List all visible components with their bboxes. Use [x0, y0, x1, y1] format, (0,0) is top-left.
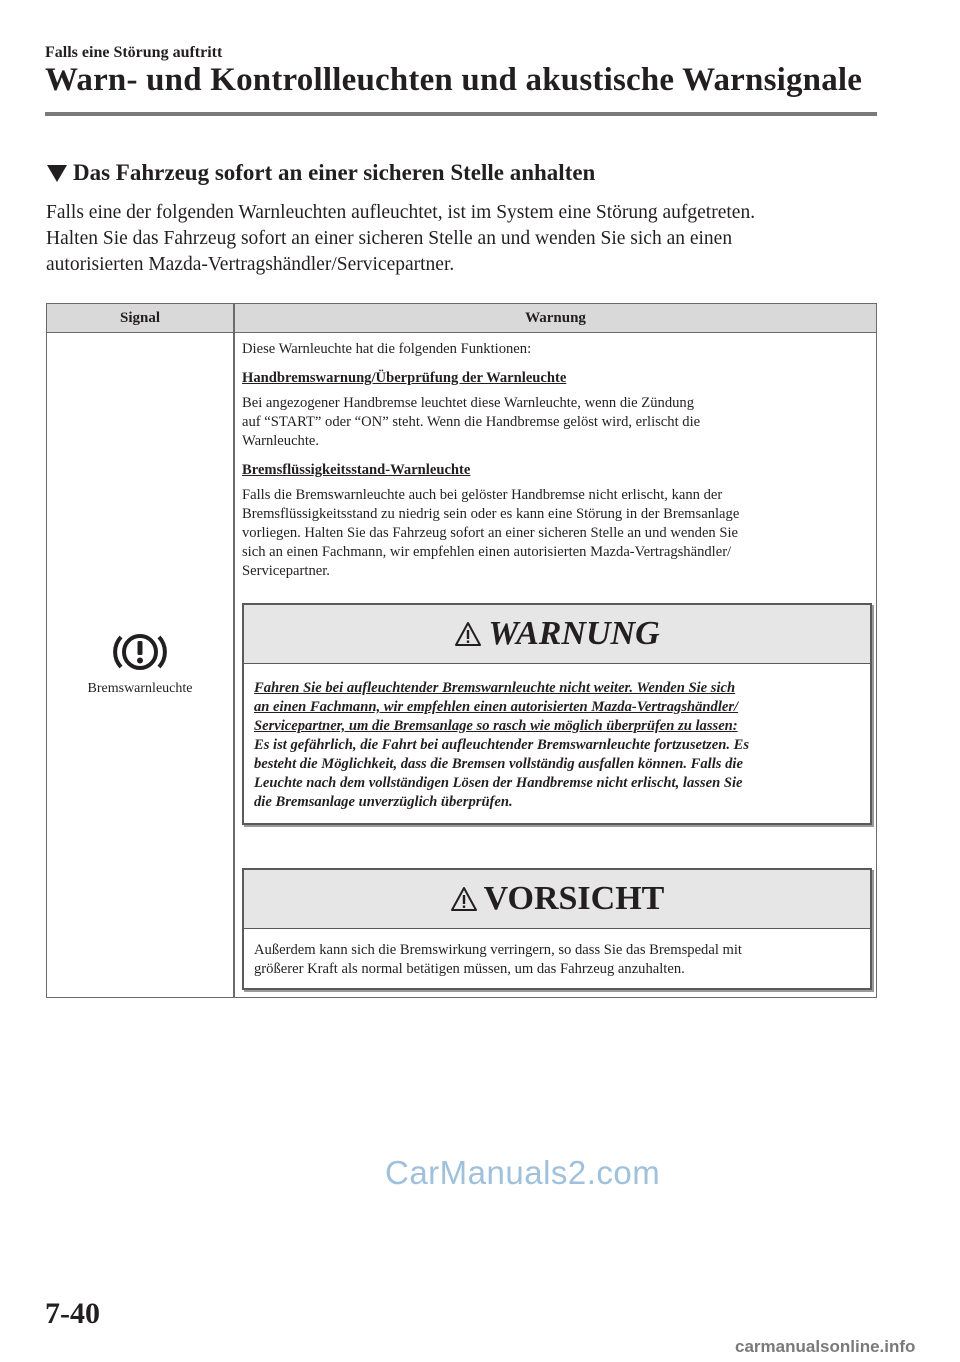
warning-line: besteht die Möglichkeit, dass die Bremsen vollständig ausfallen können. Falls die	[254, 756, 743, 772]
header-divider	[45, 112, 877, 116]
text-line: Bremsflüssigkeitsstand zu niedrig sein oder es kann eine Störung in der Bremsanlage	[242, 506, 740, 522]
warning-box-body	[244, 664, 870, 812]
column-header-signal: Signal	[119, 310, 161, 326]
caution-box-body	[244, 929, 870, 979]
text-line: Bei angezogener Handbremse leuchtet diese Warnleuchte, wenn die Zündung	[242, 395, 695, 411]
caution-line: Außerdem kann sich die Bremswirkung verringern, so dass Sie das Bremspedal mit	[254, 942, 742, 958]
warning-box-header	[244, 605, 870, 664]
text-line: auf “START” oder “ON” steht. Wenn die Handbremse gelöst wird, erlischt die	[242, 414, 701, 430]
warning-light-table	[46, 303, 877, 998]
warning-line: Leuchte nach dem vollständigen Lösen der Handbremse nicht erlischt, lassen Sie	[254, 775, 743, 791]
warning-line: an einen Fachmann, wir empfehlen einen autorisierten Mazda-Vertragshändler/	[254, 699, 739, 715]
page-number: 7-40	[45, 1297, 100, 1330]
warning-box	[242, 603, 872, 825]
text-line: Warnleuchte.	[242, 433, 320, 449]
caution-box	[242, 868, 872, 990]
column-divider	[233, 304, 235, 997]
subsection-text	[242, 486, 872, 581]
warning-box-title: WARNUNG	[488, 615, 660, 652]
text-line: Falls die Bremswarnleuchte auch bei gelöster Handbremse nicht erlischt, kann der	[242, 487, 723, 503]
text-line: vorliegen. Halten Sie das Fahrzeug sofort an einer sicheren Stelle an und wenden Sie	[242, 525, 739, 541]
text-line: sich an einen Fachmann, wir empfehlen einen autorisierten Mazda-Vertragshändler/	[242, 544, 732, 560]
page-title: Warn- und Kontrollleuchten und akustische Warnsignale	[45, 62, 863, 98]
description-intro: Diese Warnleuchte hat die folgenden Funktionen:	[242, 341, 532, 357]
warning-line: Fahren Sie bei aufleuchtender Bremswarnleuchte nicht weiter. Wenden Sie sich	[254, 680, 736, 696]
section-heading	[47, 160, 595, 186]
intro-line: Falls eine der folgenden Warnleuchten aufleuchtet, ist im System eine Störung aufgetreten.	[46, 202, 756, 223]
signal-label: Bremswarnleuchte	[87, 681, 193, 696]
chapter-label: Falls eine Störung auftritt	[45, 44, 223, 61]
intro-paragraph	[46, 200, 876, 278]
caution-box-title: VORSICHT	[483, 880, 665, 917]
caution-box-header	[244, 870, 870, 929]
warning-triangle-icon	[450, 886, 478, 912]
text-line: Servicepartner.	[242, 563, 330, 579]
footer-site-mark: carmanualsonline.info	[735, 1337, 916, 1356]
subsection-title: Bremsflüssigkeitsstand-Warnleuchte	[242, 462, 471, 478]
warning-description	[242, 340, 872, 581]
subsection-text	[242, 394, 872, 451]
watermark: CarManuals2.com	[385, 1154, 661, 1191]
warning-line: Servicepartner, um die Bremsanlage so rasch wie möglich überprüfen zu lassen:	[254, 718, 738, 734]
intro-line: autorisierten Mazda-Vertragshändler/Servicepartner.	[46, 254, 455, 275]
signal-cell	[47, 629, 233, 697]
caution-line: größerer Kraft als normal betätigen müssen, um das Fahrzeug anzuhalten.	[254, 961, 685, 977]
subsection-title: Handbremswarnung/Überprüfung der Warnleuchte	[242, 370, 567, 386]
table-header-row	[47, 304, 876, 333]
intro-line: Halten Sie das Fahrzeug sofort an einer sicheren Stelle an und wenden Sie sich an einen	[46, 228, 733, 249]
triangle-bullet-icon	[47, 165, 67, 182]
brake-warning-icon	[109, 629, 171, 675]
warning-line: die Bremsanlage unverzüglich überprüfen.	[254, 794, 513, 810]
column-header-warning: Warnung	[525, 310, 586, 326]
warning-triangle-icon	[454, 621, 482, 647]
warning-line: Es ist gefährlich, die Fahrt bei aufleuchtender Bremswarnleuchte fortzusetzen. Es	[254, 737, 750, 753]
section-heading-text: Das Fahrzeug sofort an einer sicheren Stelle anhalten	[73, 160, 596, 185]
